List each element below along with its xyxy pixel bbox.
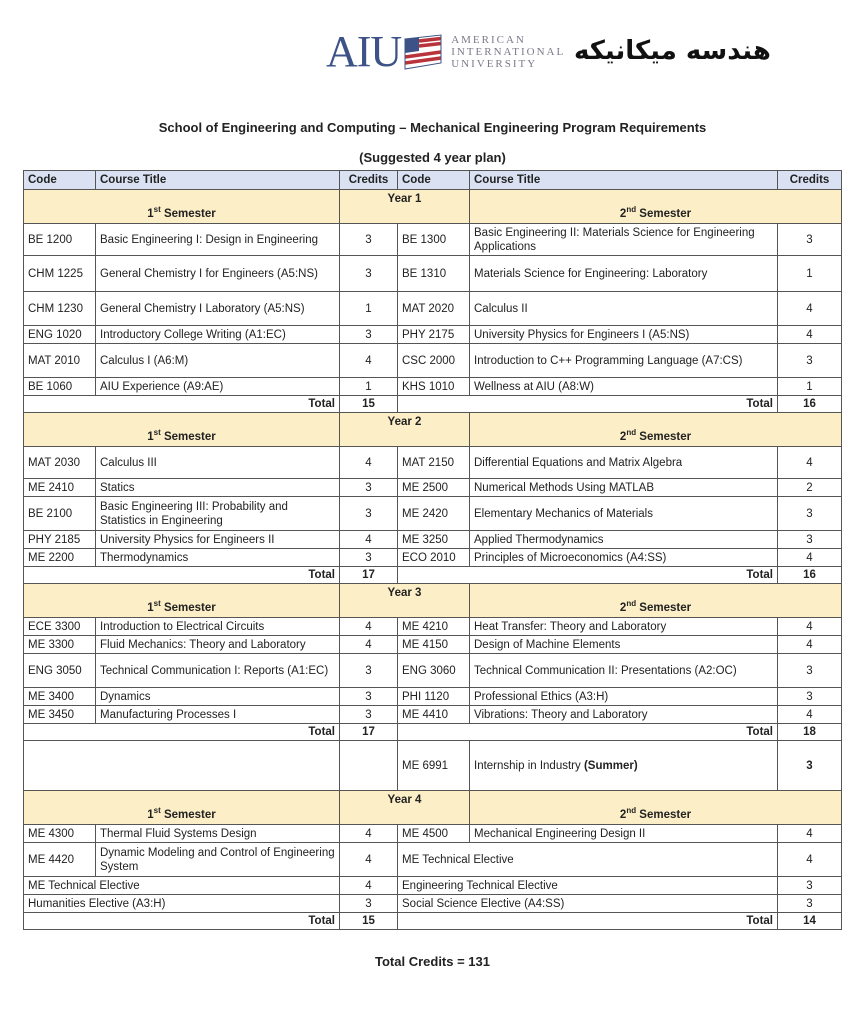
total-credits-sem2: 16 xyxy=(778,396,842,413)
semester-label: 2nd Semester xyxy=(470,190,842,224)
program-table xyxy=(23,170,842,930)
course-row xyxy=(24,447,842,479)
course-row xyxy=(24,825,842,843)
course-title: Professional Ethics (A3:H) xyxy=(470,688,778,706)
course-title: Introduction to C++ Programming Language (A7:CS) xyxy=(470,344,778,378)
course-credits: 3 xyxy=(340,256,398,292)
logo-line: AMERICAN xyxy=(451,34,526,46)
total-label: Total xyxy=(24,724,340,741)
course-code: ME 4420 xyxy=(24,843,96,877)
course-credits: 4 xyxy=(778,326,842,344)
empty-cell xyxy=(24,741,340,791)
course-code: ME 3250 xyxy=(398,531,470,549)
course-credits: 3 xyxy=(778,688,842,706)
course-title: Principles of Microeconomics (A4:SS) xyxy=(470,549,778,567)
course-credits: 3 xyxy=(778,344,842,378)
course-code: KHS 1010 xyxy=(398,378,470,396)
course-title: Mechanical Engineering Design II xyxy=(470,825,778,843)
course-credits: 4 xyxy=(340,877,398,895)
course-code: ME 4500 xyxy=(398,825,470,843)
column-header: Credits xyxy=(340,171,398,190)
course-code: ENG 3060 xyxy=(398,654,470,688)
course-code: BE 1200 xyxy=(24,224,96,256)
course-row xyxy=(24,877,842,895)
course-credits: 3 xyxy=(778,224,842,256)
semester-label: 1st Semester xyxy=(24,791,340,825)
total-row xyxy=(24,913,842,930)
course-code: ME 2410 xyxy=(24,479,96,497)
course-title: Heat Transfer: Theory and Laboratory xyxy=(470,618,778,636)
course-code: MAT 2030 xyxy=(24,447,96,479)
course-code: BE 1060 xyxy=(24,378,96,396)
course-credits: 3 xyxy=(778,531,842,549)
year-label: Year 1 xyxy=(340,190,470,224)
column-header: Course Title xyxy=(96,171,340,190)
semester-label: 2nd Semester xyxy=(470,791,842,825)
total-row xyxy=(24,396,842,413)
course-credits: 4 xyxy=(778,636,842,654)
course-credits: 4 xyxy=(778,292,842,326)
table-header-row xyxy=(24,171,842,190)
course-credits: 3 xyxy=(778,877,842,895)
course-title: Materials Science for Engineering: Laboratory xyxy=(470,256,778,292)
course-credits: 4 xyxy=(778,549,842,567)
course-row xyxy=(24,654,842,688)
course-title: University Physics for Engineers I (A5:NS) xyxy=(470,326,778,344)
total-label: Total xyxy=(398,724,778,741)
course-code: ME 3300 xyxy=(24,636,96,654)
course-credits: 4 xyxy=(778,706,842,724)
course-credits: 3 xyxy=(778,654,842,688)
course-credits: 1 xyxy=(340,292,398,326)
course-row xyxy=(24,843,842,877)
course-row xyxy=(24,344,842,378)
course-code: CSC 2000 xyxy=(398,344,470,378)
course-row xyxy=(24,549,842,567)
course-credits: 4 xyxy=(340,618,398,636)
logo-line: INTERNATIONAL xyxy=(451,46,566,58)
internship-note: (Summer) xyxy=(583,759,638,772)
course-credits: 4 xyxy=(778,618,842,636)
course-credits: 3 xyxy=(778,741,842,791)
course-title: Numerical Methods Using MATLAB xyxy=(470,479,778,497)
course-title: University Physics for Engineers II xyxy=(96,531,340,549)
course-credits: 3 xyxy=(340,224,398,256)
flag-icon xyxy=(403,33,443,71)
course-code: ME 6991 xyxy=(398,741,470,791)
course-row xyxy=(24,326,842,344)
course-title: Applied Thermodynamics xyxy=(470,531,778,549)
course-title: Engineering Technical Elective xyxy=(398,877,778,895)
course-row xyxy=(24,531,842,549)
course-credits: 4 xyxy=(340,825,398,843)
course-credits: 3 xyxy=(778,895,842,913)
course-title: Basic Engineering III: Probability and Statistics in Engineering xyxy=(96,497,340,531)
course-code: ME 4210 xyxy=(398,618,470,636)
course-code: ME 4410 xyxy=(398,706,470,724)
course-credits: 3 xyxy=(340,497,398,531)
empty-cell xyxy=(340,741,398,791)
course-title: Vibrations: Theory and Laboratory xyxy=(470,706,778,724)
course-code: PHY 2175 xyxy=(398,326,470,344)
course-title: Introduction to Electrical Circuits xyxy=(96,618,340,636)
course-title: Design of Machine Elements xyxy=(470,636,778,654)
course-title: Social Science Elective (A4:SS) xyxy=(398,895,778,913)
course-code: ME 2200 xyxy=(24,549,96,567)
course-row xyxy=(24,636,842,654)
arabic-title: هندسه میکانیکه xyxy=(574,36,771,66)
course-title: AIU Experience (A9:AE) xyxy=(96,378,340,396)
course-code: ECO 2010 xyxy=(398,549,470,567)
semester-label: 1st Semester xyxy=(24,190,340,224)
column-header: Code xyxy=(398,171,470,190)
semester-label: 2nd Semester xyxy=(470,584,842,618)
semester-label: 1st Semester xyxy=(24,413,340,447)
course-title: Technical Communication II: Presentations (A2:OC) xyxy=(470,654,778,688)
semester-label: 1st Semester xyxy=(24,584,340,618)
total-credits-sem1: 15 xyxy=(340,913,398,930)
course-title: General Chemistry I for Engineers (A5:NS) xyxy=(96,256,340,292)
course-title: Manufacturing Processes I xyxy=(96,706,340,724)
course-title: Calculus II xyxy=(470,292,778,326)
course-credits: 4 xyxy=(340,636,398,654)
course-title: Technical Communication I: Reports (A1:EC) xyxy=(96,654,340,688)
course-code: ME 4150 xyxy=(398,636,470,654)
document-subtitle: (Suggested 4 year plan) xyxy=(359,150,506,165)
course-credits: 3 xyxy=(340,654,398,688)
course-credits: 4 xyxy=(340,344,398,378)
page-header xyxy=(0,0,865,110)
total-credits-sem2: 18 xyxy=(778,724,842,741)
total-label: Total xyxy=(24,913,340,930)
course-title: Statics xyxy=(96,479,340,497)
course-code: BE 1310 xyxy=(398,256,470,292)
logo-text xyxy=(451,34,565,70)
internship-row xyxy=(24,741,842,791)
year-header-row xyxy=(24,584,842,618)
course-title: Basic Engineering I: Design in Engineering xyxy=(96,224,340,256)
year-header-row xyxy=(24,190,842,224)
course-code: ME 3400 xyxy=(24,688,96,706)
course-title xyxy=(470,741,778,791)
course-row xyxy=(24,479,842,497)
total-credits-sem2: 16 xyxy=(778,567,842,584)
course-code: PHI 1120 xyxy=(398,688,470,706)
course-credits: 1 xyxy=(778,256,842,292)
course-code: PHY 2185 xyxy=(24,531,96,549)
course-row xyxy=(24,292,842,326)
total-label: Total xyxy=(24,396,340,413)
course-title: General Chemistry I Laboratory (A5:NS) xyxy=(96,292,340,326)
total-label: Total xyxy=(398,567,778,584)
total-label: Total xyxy=(398,913,778,930)
course-credits: 3 xyxy=(778,497,842,531)
course-credits: 1 xyxy=(340,378,398,396)
course-title: Basic Engineering II: Materials Science for Engineering Applications xyxy=(470,224,778,256)
course-credits: 3 xyxy=(340,706,398,724)
course-code: CHM 1225 xyxy=(24,256,96,292)
course-title: Dynamics xyxy=(96,688,340,706)
year-header-row xyxy=(24,413,842,447)
total-credits-sem1: 17 xyxy=(340,724,398,741)
course-code: BE 1300 xyxy=(398,224,470,256)
column-header: Credits xyxy=(778,171,842,190)
course-row xyxy=(24,895,842,913)
course-code: CHM 1230 xyxy=(24,292,96,326)
course-code: ME 4300 xyxy=(24,825,96,843)
course-title: Elementary Mechanics of Materials xyxy=(470,497,778,531)
column-header: Course Title xyxy=(470,171,778,190)
course-credits: 4 xyxy=(778,825,842,843)
course-row xyxy=(24,378,842,396)
course-credits: 3 xyxy=(340,895,398,913)
course-row xyxy=(24,224,842,256)
year-label: Year 3 xyxy=(340,584,470,618)
course-row xyxy=(24,706,842,724)
course-code: ENG 3050 xyxy=(24,654,96,688)
course-title: Thermodynamics xyxy=(96,549,340,567)
course-code: MAT 2150 xyxy=(398,447,470,479)
course-credits: 4 xyxy=(778,447,842,479)
course-code: MAT 2010 xyxy=(24,344,96,378)
course-code: BE 2100 xyxy=(24,497,96,531)
semester-label: 2nd Semester xyxy=(470,413,842,447)
course-code: MAT 2020 xyxy=(398,292,470,326)
course-title: Calculus III xyxy=(96,447,340,479)
total-label: Total xyxy=(24,567,340,584)
total-credits-sem1: 15 xyxy=(340,396,398,413)
course-code: ECE 3300 xyxy=(24,618,96,636)
year-label: Year 4 xyxy=(340,791,470,825)
course-title: ME Technical Elective xyxy=(398,843,778,877)
course-title: Differential Equations and Matrix Algebra xyxy=(470,447,778,479)
total-credits-sem2: 14 xyxy=(778,913,842,930)
course-credits: 3 xyxy=(340,479,398,497)
course-title: Thermal Fluid Systems Design xyxy=(96,825,340,843)
total-credits-sem1: 17 xyxy=(340,567,398,584)
course-title: Calculus I (A6:M) xyxy=(96,344,340,378)
course-title: ME Technical Elective xyxy=(24,877,340,895)
course-code: ME 2500 xyxy=(398,479,470,497)
year-header-row xyxy=(24,791,842,825)
course-code: ME 3450 xyxy=(24,706,96,724)
column-header: Code xyxy=(24,171,96,190)
course-row xyxy=(24,618,842,636)
course-row xyxy=(24,688,842,706)
course-code: ENG 1020 xyxy=(24,326,96,344)
course-credits: 4 xyxy=(340,843,398,877)
document-title: School of Engineering and Computing – Mechanical Engineering Program Requirements xyxy=(158,120,707,135)
course-title: Dynamic Modeling and Control of Engineering System xyxy=(96,843,340,877)
total-label: Total xyxy=(398,396,778,413)
aiu-logo xyxy=(326,27,566,76)
internship-title: Internship in Industry xyxy=(474,759,581,772)
course-title: Introductory College Writing (A1:EC) xyxy=(96,326,340,344)
course-credits: 4 xyxy=(778,843,842,877)
course-credits: 4 xyxy=(340,531,398,549)
course-credits: 4 xyxy=(340,447,398,479)
course-credits: 3 xyxy=(340,549,398,567)
course-code: ME 2420 xyxy=(398,497,470,531)
logo-mark: AIU xyxy=(326,27,402,76)
total-credits: Total Credits = 131 xyxy=(375,954,490,969)
logo-line: UNIVERSITY xyxy=(451,58,538,70)
course-title: Fluid Mechanics: Theory and Laboratory xyxy=(96,636,340,654)
course-row xyxy=(24,497,842,531)
course-credits: 3 xyxy=(340,688,398,706)
program-table-body xyxy=(24,171,842,930)
year-label: Year 2 xyxy=(340,413,470,447)
total-row xyxy=(24,567,842,584)
course-row xyxy=(24,256,842,292)
course-title: Humanities Elective (A3:H) xyxy=(24,895,340,913)
course-credits: 3 xyxy=(340,326,398,344)
course-title: Wellness at AIU (A8:W) xyxy=(470,378,778,396)
course-credits: 2 xyxy=(778,479,842,497)
total-row xyxy=(24,724,842,741)
course-credits: 1 xyxy=(778,378,842,396)
